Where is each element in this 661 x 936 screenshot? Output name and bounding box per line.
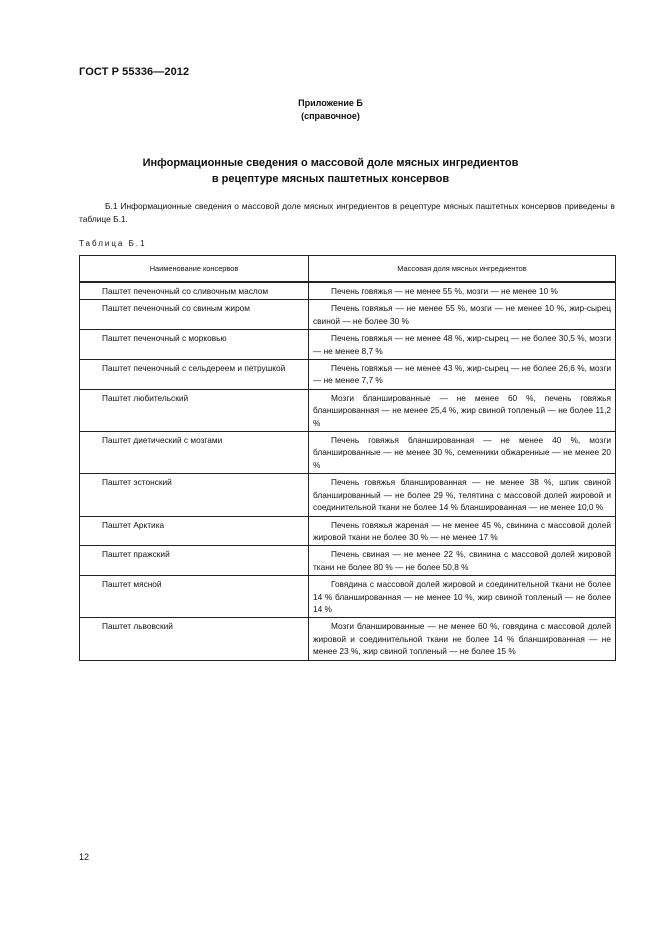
table-row xyxy=(80,282,616,300)
table-row xyxy=(80,474,616,516)
document-code: ГОСТ Р 55336—2012 xyxy=(79,66,190,78)
ingredient-shares: Мозги бланшированные — не менее 60 %, печень говяжья бланшированная — не менее 25,4 %, жир свиной топленый — не более 11,2 % xyxy=(309,389,616,431)
table-row xyxy=(80,330,616,360)
table-row xyxy=(80,546,616,576)
product-name: Паштет диетический с мозгами xyxy=(80,432,309,474)
table-row xyxy=(80,300,616,330)
ingredients-table xyxy=(79,255,616,661)
product-name: Паштет мясной xyxy=(80,576,309,618)
product-name: Паштет любительский xyxy=(80,389,309,431)
table-row xyxy=(80,576,616,618)
product-name: Паштет печеночный со сливочным маслом xyxy=(80,282,309,300)
product-name: Паштет печеночный со свиным жиром xyxy=(80,300,309,330)
product-name: Паштет пражский xyxy=(80,546,309,576)
table-row xyxy=(80,432,616,474)
ingredient-shares: Печень говяжья бланшированная — не менее 38 %, шпик свиной бланшированный — не более 29 %, телятина с массовой долей жировой и соединительной ткани не более 14 % бланшированная — не менее 10,0 % xyxy=(309,474,616,516)
ingredient-shares: Говядина с массовой долей жировой и соединительной ткани не более 14 % бланшированная — не менее 10 %, жир свиной топленый — не более 14 % xyxy=(309,576,616,618)
header-product-name: Наименование консервов xyxy=(80,256,309,283)
table-label: Таблица Б.1 xyxy=(79,239,147,248)
ingredient-shares: Печень говяжья — не менее 55 %, мозги — не менее 10 %, жир-сырец свиной — не более 30 % xyxy=(309,300,616,330)
section-title-line-1: Информационные сведения о массовой доле мясных ингредиентов xyxy=(142,157,519,169)
product-name: Паштет печеночный с морковью xyxy=(80,330,309,360)
product-name: Паштет эстонский xyxy=(80,474,309,516)
intro-paragraph: Б.1 Информационные сведения о массовой доле мясных ингредиентов в рецептуре мясных паштетных консервов приведены в таблице Б.1. xyxy=(79,201,615,224)
ingredient-shares: Печень свиная — не менее 22 %, свинина с массовой долей жировой ткани не более 80 % — не более 50,8 % xyxy=(309,546,616,576)
section-title-line-2: в рецептуре мясных паштетных консервов xyxy=(211,173,450,185)
header-meat-share: Массовая доля мясных ингредиентов xyxy=(309,256,616,283)
ingredient-shares: Печень говяжья — не менее 48 %, жир-сырец — не более 30,5 %, мозги — не менее 8,7 % xyxy=(309,330,616,360)
ingredient-shares: Печень говяжья — не менее 55 %, мозги — не менее 10 % xyxy=(309,282,616,300)
product-name: Паштет львовский xyxy=(80,618,309,660)
product-name: Паштет печеночный с сельдереем и петрушкой xyxy=(80,360,309,390)
table-row xyxy=(80,360,616,390)
product-name: Паштет Арктика xyxy=(80,516,309,546)
table-header-row xyxy=(80,256,616,283)
table-row xyxy=(80,389,616,431)
table-row xyxy=(80,618,616,660)
appendix-title: Приложение Б xyxy=(298,98,363,108)
appendix-heading xyxy=(0,97,661,123)
appendix-subtitle: (справочное) xyxy=(301,111,360,121)
ingredient-shares: Печень говяжья жареная — не менее 45 %, свинина с массовой долей жировой ткани не более 30 % — не менее 17 % xyxy=(309,516,616,546)
page-number: 12 xyxy=(79,852,90,862)
ingredient-shares: Печень говяжья — не менее 43 %, жир-сырец — не более 26,6 %, мозги — не менее 7,7 % xyxy=(309,360,616,390)
section-title xyxy=(0,155,661,187)
ingredient-shares: Мозги бланшированные — не менее 60 %, говядина с массовой долей жировой и соединительной ткани не более 14 % бланшированная — не менее 23 %, жир свиной топленый — не более 15 % xyxy=(309,618,616,660)
table-row xyxy=(80,516,616,546)
ingredient-shares: Печень говяжья бланшированная — не менее 40 %, мозги бланшированные — не менее 30 %, семенники обжаренные — не менее 20 % xyxy=(309,432,616,474)
